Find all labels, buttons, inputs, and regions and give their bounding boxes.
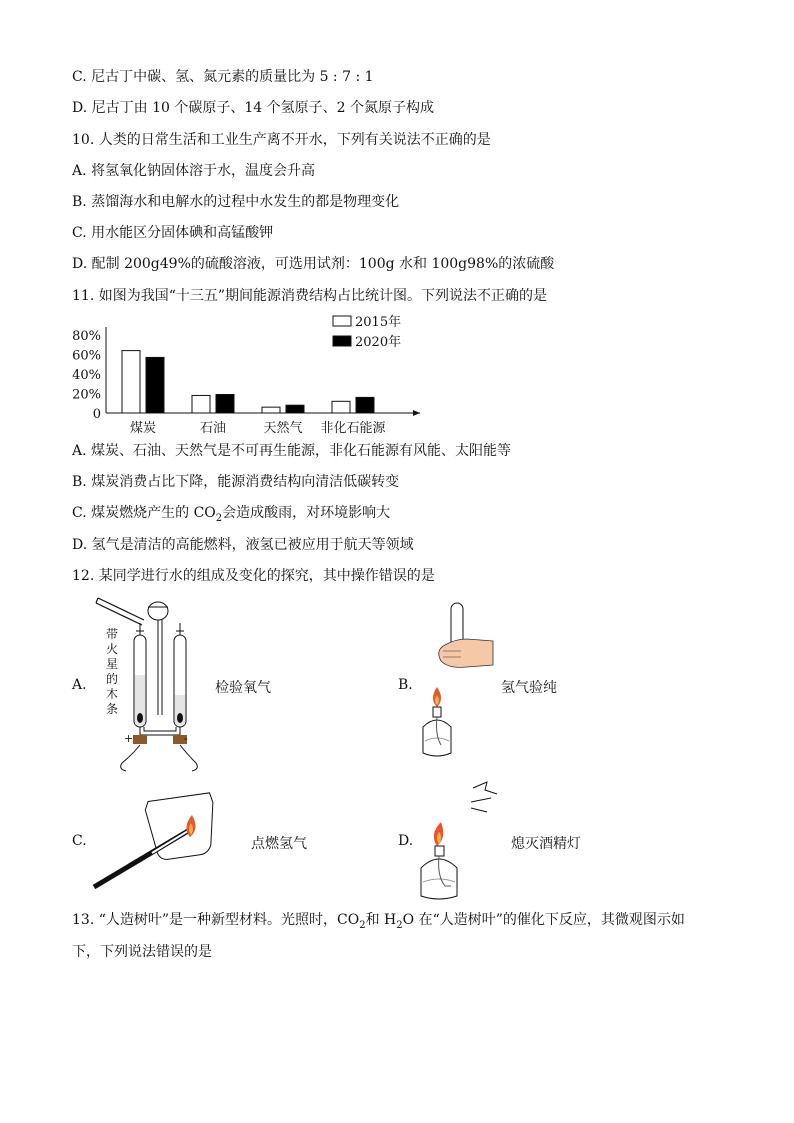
q9-option-c: C. 尼古丁中碳、氢、氮元素的质量比为 5 : 7 : 1 [72, 69, 374, 85]
bar [146, 357, 164, 413]
q11-option-b: B. 煤炭消费占比下降，能源消费结构向清洁低碳转变 [72, 474, 400, 490]
q12-d-caption: 熄灭酒精灯 [511, 836, 581, 852]
bar [262, 407, 280, 413]
q11c-text-post: 会造成酸雨，对环境影响大 [222, 505, 391, 521]
q9-option-d: D. 尼古丁由 10 个碳原子、14 个氢原子、2 个氮原子构成 [72, 100, 434, 116]
side-char: 木 [105, 687, 118, 701]
legend-swatch [333, 316, 351, 326]
bar [216, 394, 234, 413]
q11-option-a: A. 煤炭、石油、天然气是不可再生能源，非化石能源有风能、太阳能等 [72, 443, 512, 459]
q13-text-a: 13. “人造树叶”是一种新型材料。光照时，CO [72, 912, 360, 928]
hydrogen-purity-test-image [415, 595, 505, 765]
x-category-label: 天然气 [263, 421, 303, 436]
q13-stem-line1 [72, 910, 685, 936]
bar [356, 397, 374, 413]
q10-option-d: D. 配制 200g49%的硫酸溶液，可选用试剂：100g 水和 100g98%的浓硫酸 [72, 256, 555, 272]
x-category-label: 煤炭 [129, 421, 157, 436]
q12-a-plus: + [124, 732, 134, 745]
q13-text-b: 和 H [365, 912, 397, 928]
q11-option-d: D. 氢气是清洁的高能燃料，液氢已被应用于航天等领域 [72, 537, 414, 553]
side-char: 带 [105, 627, 118, 641]
y-tick-label: 80% [72, 329, 101, 344]
q12-a-label: A. [72, 677, 87, 693]
blowing-out-lamp-image [415, 772, 515, 902]
x-axis-arrow [413, 410, 420, 416]
q12-stem: 12. 某同学进行水的组成及变化的探究，其中操作错误的是 [72, 568, 435, 584]
q10-option-b: B. 蒸馏海水和电解水的过程中水发生的都是物理变化 [72, 194, 400, 210]
q12-a-side-label [105, 627, 119, 717]
y-tick-label: 60% [72, 348, 101, 364]
q13-text-c: O 在“人造树叶”的催化下反应，其微观图示如 [402, 912, 685, 928]
bar [286, 405, 304, 413]
q12-d-label: D. [398, 833, 414, 849]
q11c-text-pre: C. 煤炭燃烧产生的 CO [72, 505, 216, 521]
igniting-hydrogen-image [92, 787, 242, 897]
side-char: 星 [105, 657, 118, 671]
y-tick-label: 20% [72, 387, 101, 403]
q11-option-c [72, 503, 390, 529]
legend-label: 2015年 [355, 315, 402, 330]
q12-a-caption: 检验氧气 [215, 680, 271, 696]
bar [122, 351, 140, 413]
x-category-label: 石油 [199, 421, 227, 436]
side-char: 的 [105, 672, 118, 686]
q13-sub1: 2 [359, 919, 366, 931]
q12-b-caption: 氢气验纯 [501, 680, 557, 696]
q12-c-label: C. [72, 833, 87, 849]
bar [332, 401, 350, 413]
y-tick-label: 0 [92, 407, 101, 422]
q12-b-label: B. [398, 677, 413, 693]
bar [192, 395, 210, 413]
q13-stem-line2: 下，下列说法错误的是 [72, 944, 212, 960]
q13-sub2: 2 [396, 919, 403, 931]
q10-stem: 10. 人类的日常生活和工业生产离不开水，下列有关说法不正确的是 [72, 132, 491, 148]
legend-swatch [333, 336, 351, 346]
q11-stem: 11. 如图为我国“十三五”期间能源消费结构占比统计图。下列说法不正确的是 [72, 288, 548, 304]
q11c-sub: 2 [215, 512, 223, 524]
y-tick-label: 40% [72, 368, 101, 383]
q12-c-caption: 点燃氢气 [251, 836, 307, 852]
side-char: 条 [105, 702, 118, 716]
x-category-label: 非化石能源 [320, 421, 386, 436]
energy-consumption-chart [68, 310, 402, 440]
legend-label: 2020年 [355, 335, 402, 350]
q10-option-c: C. 用水能区分固体碘和高锰酸钾 [72, 225, 274, 241]
q12-a-minus: - [184, 732, 188, 745]
side-char: 火 [105, 642, 118, 656]
q10-option-a: A. 将氢氧化钠固体溶于水，温度会升高 [72, 163, 316, 179]
